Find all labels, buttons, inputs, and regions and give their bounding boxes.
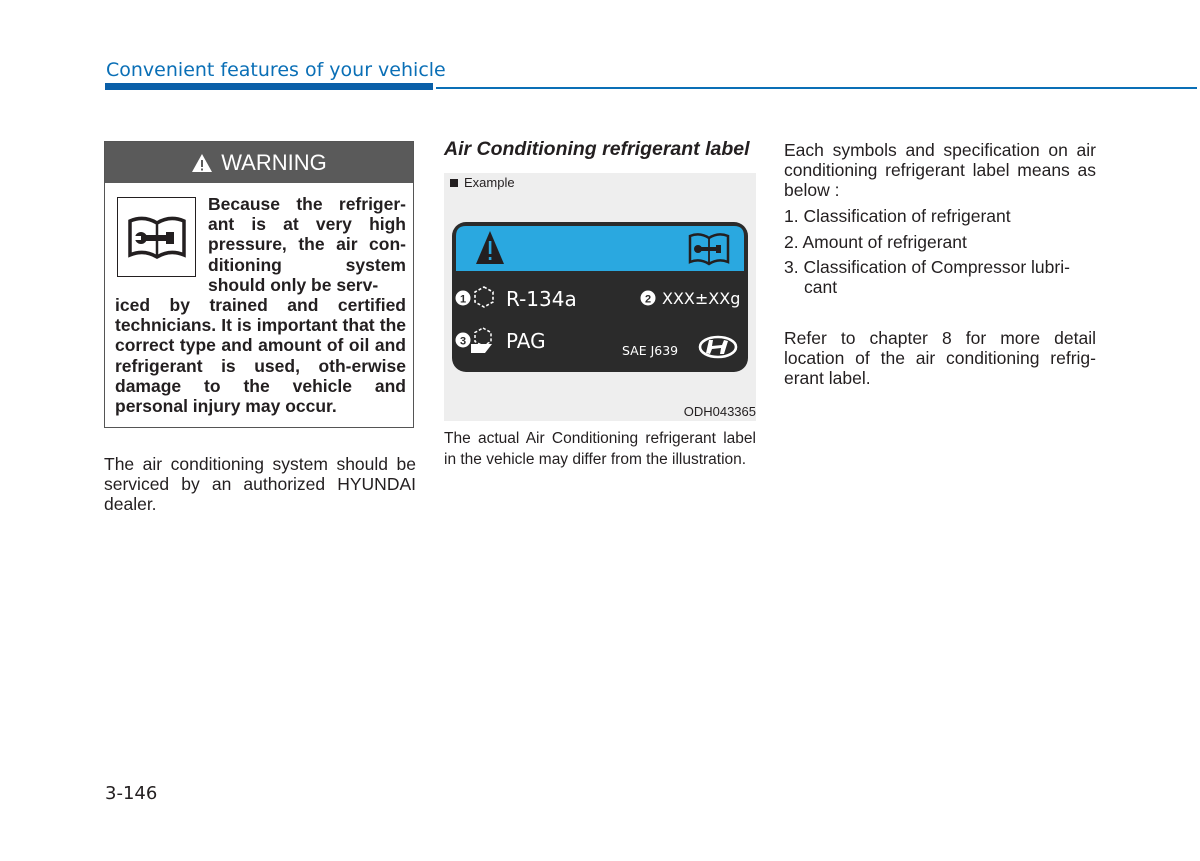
refer-paragraph: Refer to chapter 8 for more detail location of the air conditioning refrig-erant label. [784,328,1096,388]
header-rule-thin [436,87,1197,89]
page-number: 3-146 [105,783,158,804]
label-standard: SAE J639 [622,343,679,358]
warning-heading: WARNING [221,149,327,175]
section-title: Air Conditioning refrigerant label [444,138,750,160]
manual-wrench-icon [117,197,196,277]
svg-text:3: 3 [459,335,467,348]
square-bullet-icon [450,179,458,187]
svg-text:2: 2 [644,293,652,306]
service-paragraph: The air conditioning system should be serviced by an authorized HYUNDAI dealer. [104,454,416,514]
warning-text-bottom: iced by trained and certified technicians. It is important that the correct type and amount of oil and refrigerant is used, oth-erwise damage to the vehicle and personal injury may occur. [115,295,406,417]
svg-text:XXX±XXg: XXX±XXg [662,289,741,308]
figure-code: ODH043365 [683,404,756,419]
header-rule-thick [105,83,433,90]
warning-triangle-icon [191,153,213,173]
label-intro-paragraph: Each symbols and specification on air conditioning refrigerant label means as below : [784,140,1096,200]
list-item: 2. Amount of refrigerant [784,231,967,252]
warning-header [105,142,413,183]
refrigerant-label-figure [444,173,756,421]
svg-text:1: 1 [459,293,467,306]
svg-text:R-134a: R-134a [506,287,577,311]
svg-text:PAG: PAG [506,329,546,353]
warning-text-top: Because the refriger-ant is at very high pressure, the air con-ditioning system should only be serv- [208,194,406,295]
warning-box [104,141,414,428]
list-item: 3. Classification of Compressor lubri-cant [784,257,1070,297]
figure-example-label [450,175,515,190]
example-text: Example [464,175,515,190]
list-item: 1. Classification of refrigerant [784,206,1011,226]
figure-caption: The actual Air Conditioning refrigerant label in the vehicle may differ from the illustration. [444,430,756,468]
section-header-title: Convenient features of your vehicle [106,59,446,81]
refrigerant-label-graphic [450,220,750,374]
label-items-list [784,206,1096,303]
